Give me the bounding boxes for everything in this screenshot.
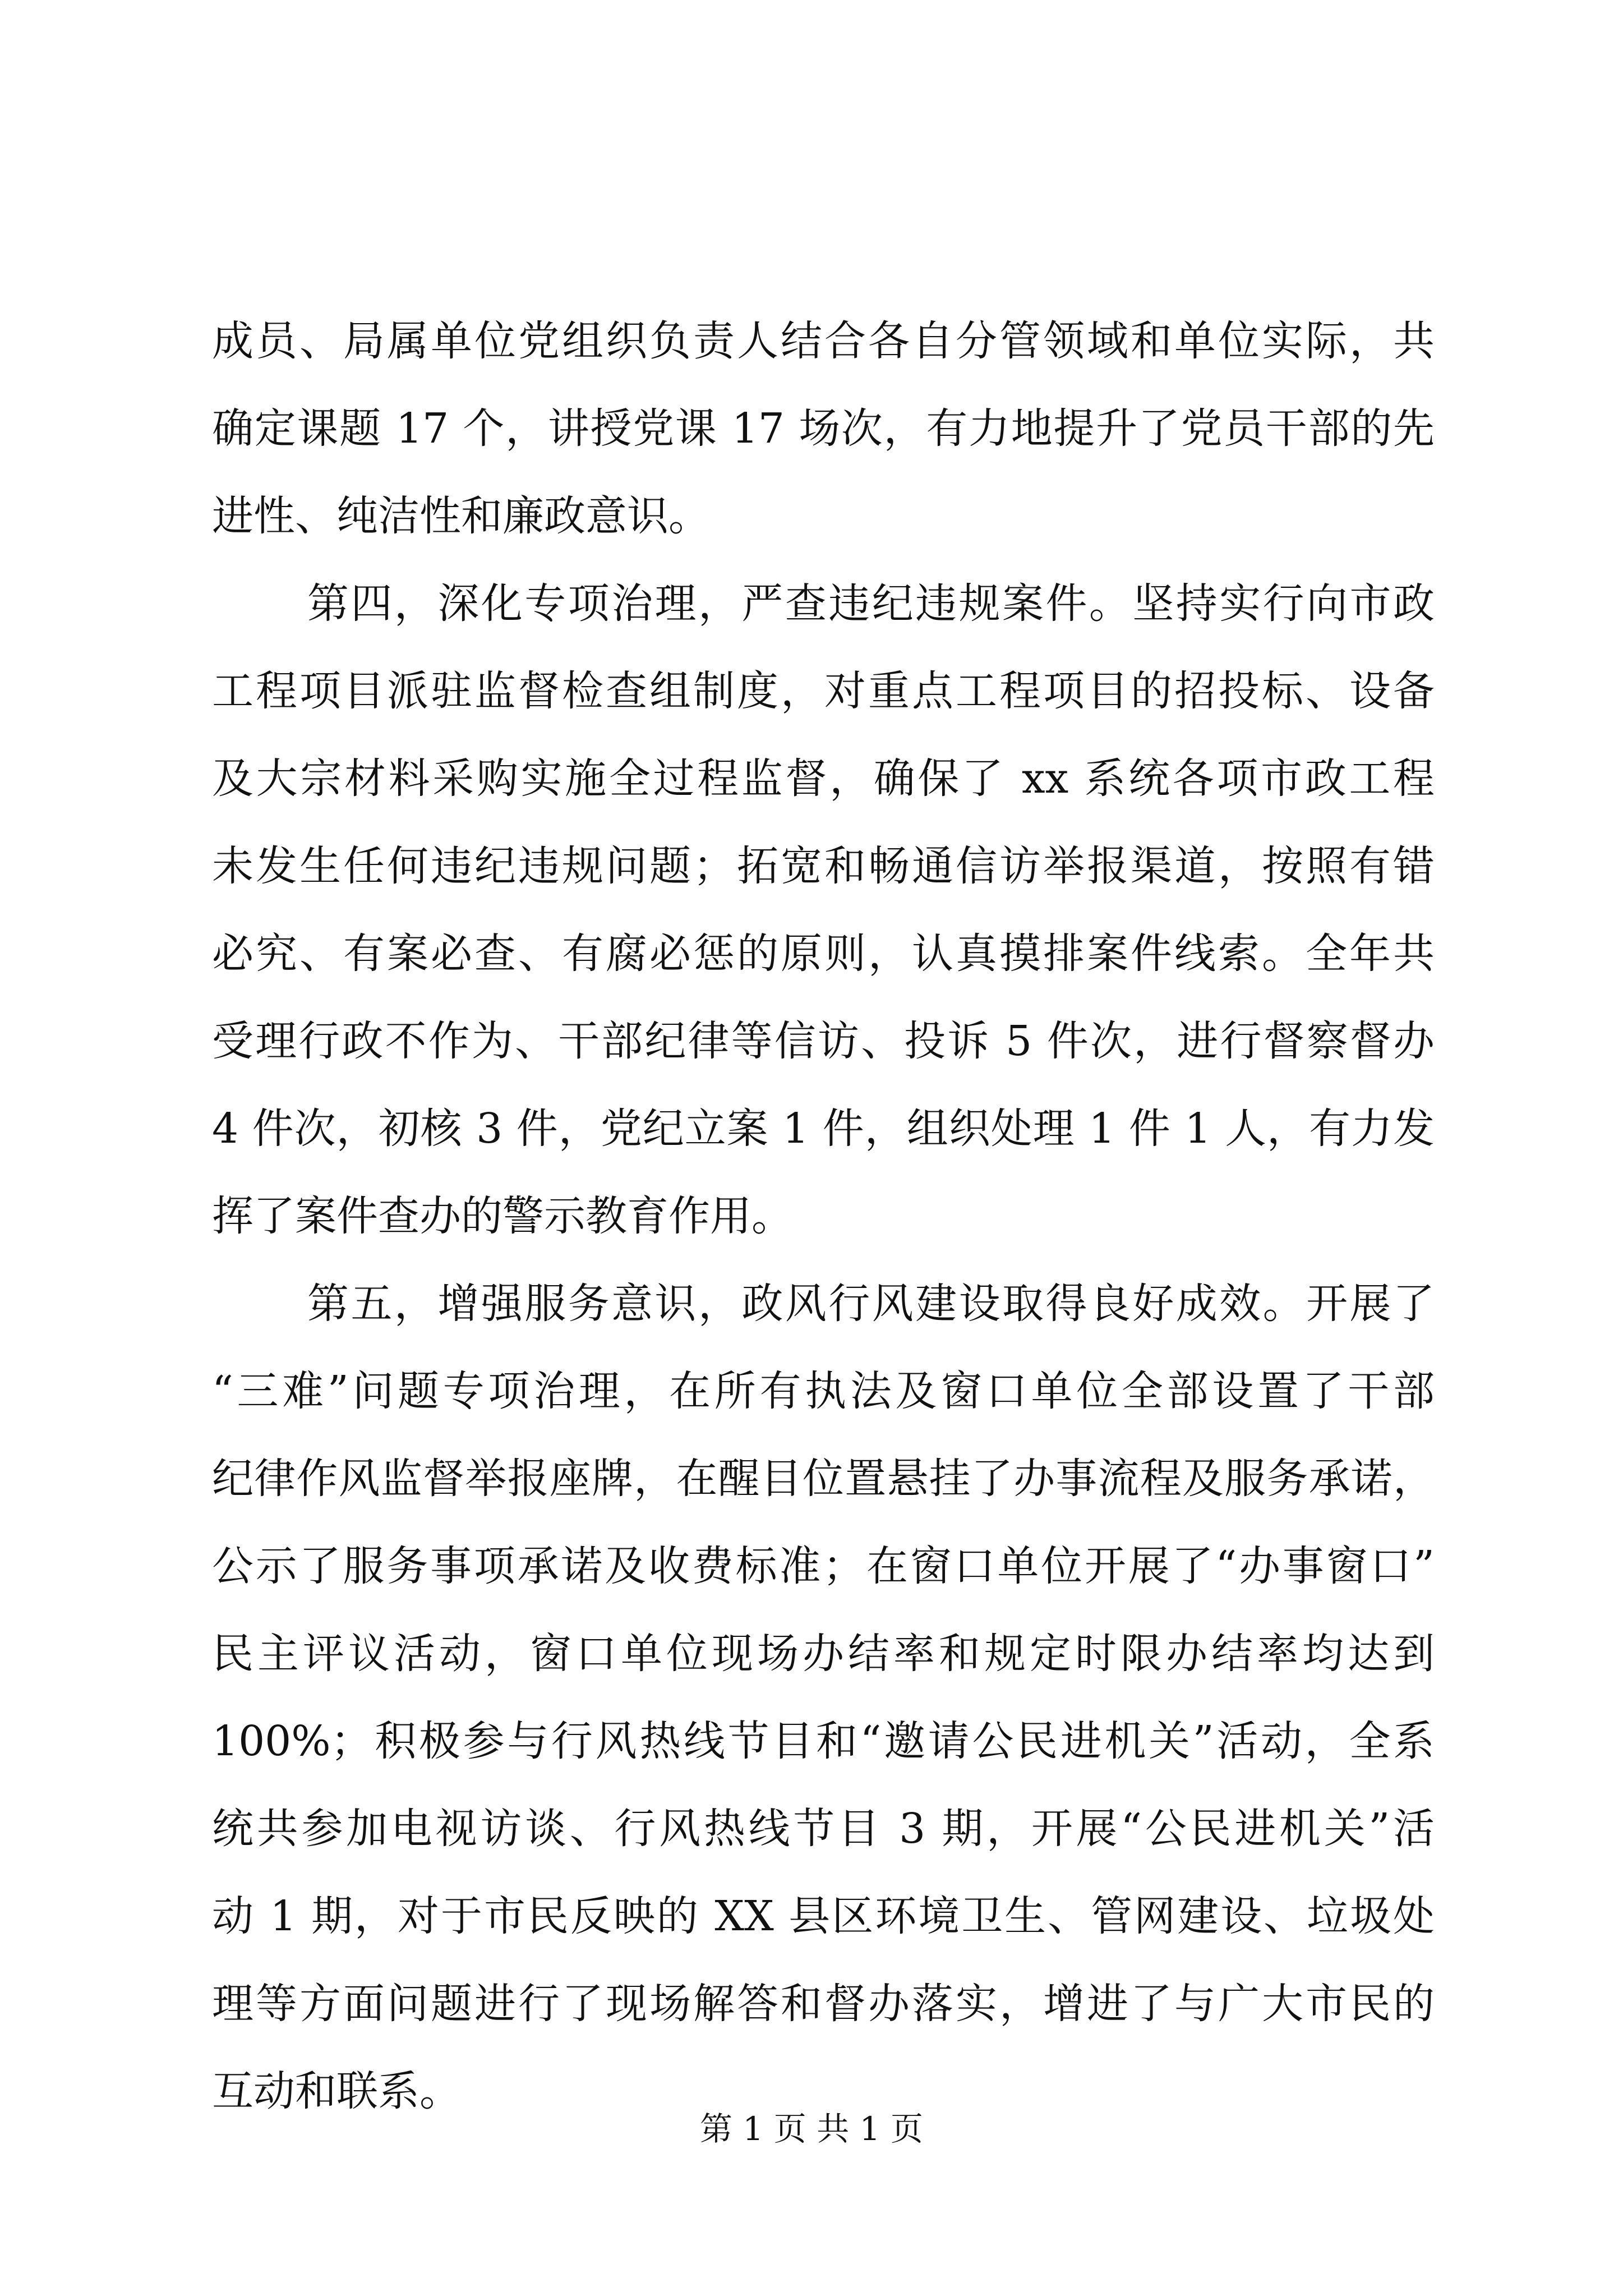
text-line: 挥了案件查办的警示教育作用。 (212, 1192, 793, 1240)
page-footer: 第 1 页 共 1 页 (700, 2110, 923, 2148)
document-body (212, 297, 1435, 2135)
text-line: 理等方面问题进行了现场解答和督办落实，增进了与广大市民的 (212, 1980, 1435, 2028)
text-line: 及大宗材料采购实施全过程监督，确保了 xx 系统各项市政工程 (212, 754, 1435, 803)
text-line: 确定课题 17 个，讲授党课 17 场次，有力地提升了党员干部的先 (212, 404, 1435, 453)
text-line: 成员、局属单位党组织负责人结合各自分管领域和单位实际，共 (212, 317, 1435, 365)
text-line: 未发生任何违纪违规问题；拓宽和畅通信访举报渠道，按照有错 (212, 842, 1435, 890)
text-line: 动 1 期，对于市民反映的 XX 县区环境卫生、管网建设、垃圾处 (212, 1892, 1435, 1940)
text-line: “三难”问题专项治理，在所有执法及窗口单位全部设置了干部 (212, 1367, 1435, 1415)
text-line: 100%；积极参与行风热线节目和“邀请公民进机关”活动，全系 (212, 1717, 1435, 1765)
text-line: 工程项目派驻监督检查组制度，对重点工程项目的招投标、设备 (212, 667, 1435, 715)
text-line: 进性、纯洁性和廉政意识。 (212, 492, 710, 540)
text-line: 民主评议活动，窗口单位现场办结率和规定时限办结率均达到 (212, 1630, 1435, 1678)
text-line: 公示了服务事项承诺及收费标准；在窗口单位开展了“办事窗口” (212, 1542, 1435, 1590)
text-line: 受理行政不作为、干部纪律等信访、投诉 5 件次，进行督察督办 (212, 1017, 1435, 1065)
paragraph-first-line: 第五，增强服务意识，政风行风建设取得良好成效。开展了 (307, 1280, 1435, 1328)
text-line: 必究、有案必查、有腐必惩的原则，认真摸排案件线索。全年共 (212, 930, 1435, 978)
text-line: 4 件次，初核 3 件，党纪立案 1 件，组织处理 1 件 1 人，有力发 (212, 1105, 1435, 1153)
text-line: 互动和联系。 (212, 2067, 461, 2115)
text-line: 纪律作风监督举报座牌，在醒目位置悬挂了办事流程及服务承诺， (212, 1455, 1435, 1503)
text-line: 统共参加电视访谈、行风热线节目 3 期，开展“公民进机关”活 (212, 1805, 1435, 1853)
paragraph-first-line: 第四，深化专项治理，严查违纪违规案件。坚持实行向市政 (307, 579, 1435, 628)
